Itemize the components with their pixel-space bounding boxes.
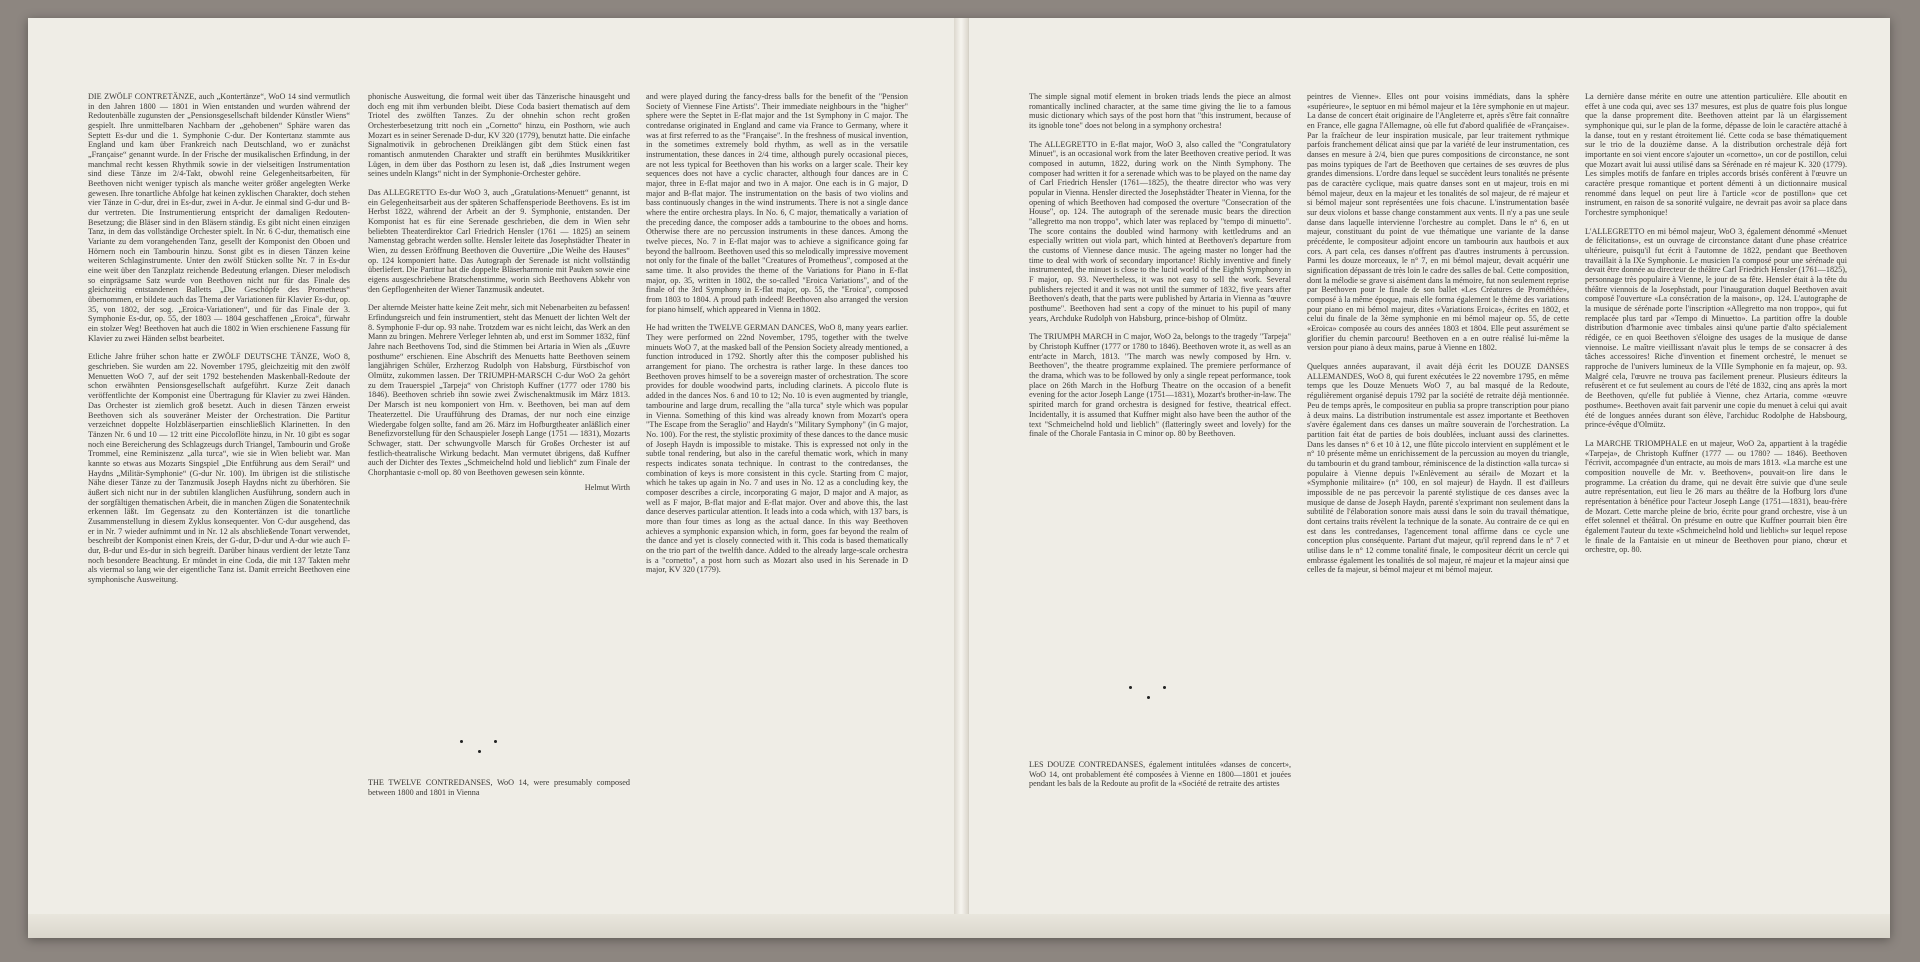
paragraph: THE TWELVE CONTREDANSES, WoO 14, were presumably composed between 1800 and 1801 in Vienna — [368, 778, 630, 797]
paragraph: Der alternde Meister hatte keine Zeit mehr, sich mit Nebenarbeiten zu befassen! Erfindungsreich und fein instrumentiert, steht das Menuett der lichten Welt der 8. Symphonie F-dur op. 93 nahe. Trotzdem war es nicht leicht, das Werk an den Mann zu bringen. Mehrere Verleger lehnten ab, und erst im Sommer 1832, fünf Jahre nach Beethovens Tod, sind die Stimmen bei Artaria in Wien als „Œuvre posthume“ erschienen. Eine Abschrift des Menuetts hatte Beethoven seinem langjährigen Schüler, Erzherzog Rudolph von Habsburg, Fürstbischof von Olmütz, zukommen lassen. Der TRIUMPH-MARSCH C-dur WoO 2a gehört zu dem Trauerspiel „Tarpeja“ von Christoph Kuffner (1777 oder 1780 bis 1846). Beethoven schrieb ihn sowie zwei Zwischenaktmusik im März 1813. Der Marsch ist neu komponiert von Hrn. v. Beethoven, bei man auf dem Theaterzettel. Die Uraufführung des Dramas, der nur noch eine einzige Wiedergabe folgen sollte, fand am 26. März im Hofburgtheater anläßlich einer Benefizvorstellung für den Schauspieler Joseph Lange (1751 — 1831), Mozarts Schwager, statt. Der schwungvolle Marsch für Großes Orchester ist auf festlich-theatralische Wirkung bedacht. Man vermutet übrigens, daß Kuffner auch der Dichter des Textes „Schmeichelnd hold und lieblich“ zum Finale der Chorphantasie c-moll op. 80 von Beethoven gewesen sein könnte. — [368, 303, 630, 477]
ornament-dots — [458, 738, 502, 760]
paragraph: Etliche Jahre früher schon hatte er ZWÖLF DEUTSCHE TÄNZE, WoO 8, geschrieben. Sie wurden am 22. November 1795, gleichzeitig mit den zwölf Menuetten WoO 7, auf der seit 1792 bestehenden Maskenball-Redoute der schon erwähnten Pensionsgesellschaft aufgeführt. Kurze Zeit danach veröffentlichte der Komponist eine Übertragung für Klavier zu zwei Händen. Das Orchester ist ziemlich groß besetzt. Auch in diesen Tänzen erweist Beethoven sich als souveräner Meister der Orchestration. Die Partitur verzeichnet doppelte Holzbläserpartien einschließlich Klarinetten. In den Tänzen Nr. 6 und 10 — 12 tritt eine Piccoloflöte hinzu, in Nr. 10 gibt es sogar noch eine Bereicherung des Schlagzeugs durch Triangel, Tambourin und Große Trommel, eine Reminiszenz „alla turca“, wie sie in Wien beliebt war. Man kannte so etwas aus Mozarts Singspiel „Die Entführung aus dem Serail“ und Haydns „Militär-Symphonie“ (G-dur Nr. 100). Im übrigen ist die stilistische Nähe dieser Tänze zu der Tanzmusik Joseph Haydns nicht zu überhören. Sie äußert sich nicht nur in der subtilen klanglichen Ausführung, sondern auch in der sorgfältigen thematischen Arbeit, die in manchen Zügen die Sonatentechnik erkennen läßt. Im Gegensatz zu den Kontertänzen ist die tonartliche Zusammenstellung in diesem Zyklus konsequenter. Von C-dur ausgehend, das er in Nr. 7 wieder aufnimmt und in Nr. 12 als abschließende Tonart verwendet, beschreibt der Komponist einen Kreis, der G-dur, D-dur und A-dur wie auch F-dur, B-dur und Es-dur in sich begreift. Darüber hinaus verdient der letzte Tanz noch besondere Beachtung. Er mündet in eine Coda, die mit 137 Takten mehr als viermal so lang wie der eigentliche Tanz ist. Damit erreicht Beethoven eine symphonische Ausweitung. — [88, 352, 350, 584]
paragraph: Quelques années auparavant, il avait déjà écrit les DOUZE DANSES ALLEMANDES, WoO 8, qui furent exécutées le 22 novembre 1795, en même temps que les Douze Menuets WoO 7, au bal masqué de la Redoute, régulièrement organisé depuis 1792 par la société de retraite déjà mentionnée. Peu de temps après, le compositeur en publia sa propre transcription pour piano à deux mains. La distribution instrumentale est assez importante et Beethoven s'avère également dans ces danses un maître souverain de l'orchestration. La partition fait état de parties de bois doublées, incluant aussi des clarinettes. Dans les danses n° 6 et 10 à 12, une flûte piccolo intervient en supplément et le n° 10 présente même un enrichissement de la percussion au moyen du triangle, du tambourin et du grand tambour, réminiscence de la distinction «alla turca» si populaire à Vienne depuis l'«Enlèvement au sérail» de Mozart et la «Symphonie militaire» (n° 100, en sol majeur) de Haydn. Il est d'ailleurs impossible de ne pas percevoir la parenté stylistique de ces danses avec la musique de danse de Joseph Haydn, parenté s'exprimant non seulement dans la subtilité de l'élaboration sonore mais aussi dans le soin du travail thématique, dont certains traits révèlent la technique de la sonate. Au contraire de ce qui en est dans les contredanses, l'agencement tonal affirme dans ce cycle une conception plus conséquente. Partant d'ut majeur, qu'il reprend dans le n° 7 et utilise dans le n° 12 comme tonalité finale, le compositeur décrit un cercle qui embrasse également les tonalités de sol majeur, ré majeur et la majeur ainsi que celles de fa majeur, si bémol majeur et mi bémol majeur. — [1307, 362, 1569, 575]
paragraph: The ALLEGRETTO in E-flat major, WoO 3, also called the "Congratulatory Minuet", is an occasional work from the later Beethoven creative period. It was composed in autumn, 1822, during work on the Ninth Symphony. The composer had written it for a serenade which was to be played on the name day of Carl Friedrich Hensler (1761—1825), the theatre director who was very popular in Vienna. Hensler directed the Josephstädter Theater in Vienna, for the opening of which Beethoven had composed the overture "Consecration of the House", op. 124. The autograph of the serenade music bears the direction "allegretto ma non troppo", which later was replaced by "tempo di minuetto". The score contains the doubled wind harmony with kettledrums and an especially written out viola part, which hinted at Beethoven's departure from the customs of Viennese dance music. The ageing master no longer had the time to deal with work of secondary importance! Richly inventive and finely instrumented, the minuet is close to the lucid world of the Eighth Symphony in F major, op. 93. Nevertheless, it was not easy to sell the work. Several publishers rejected it and it was not until the summer of 1832, five years after Beethoven's death, that the parts were published by Artaria in Vienna as "œuvre posthume". Beethoven had sent a copy of the minuet to his pupil of many years, Archduke Rudolph von Habsburg, prince-bishop of Olmütz. — [1029, 139, 1291, 323]
right-col-french-3 — [1585, 92, 1847, 852]
paragraph: and were played during the fancy-dress balls for the benefit of the "Pension Society of Viennese Fine Artists". Their immediate neighbours in the "higher" sphere were the Septet in E-flat major and the 1st Symphony in C major. The contredanse originated in England and came via France to Germany, where it was at first referred to as the "Française". In the freshness of musical invention, in the sometimes extremely bold rhythm, as well as in the versatile instrumentation, these dances in 2/4 time, although purely occasional pieces, are not less typical for Beethoven than his works on a larger scale. Their key sequences does not have a cyclic character, although four dances are in C major, three in E-flat major and two in A major. One each is in G major, D major and B-flat major. The instrumentation on the basis of two violins and bass continuously changes in the wind instruments. There is not a single dance where the entire orchestra plays. In No. 6, C major, thematically a variation of the preceding dance, the composer adds a tambourine to the oboes and horns. Otherwise there are no percussion instruments in these dances. Among the twelve pieces, No. 7 in E-flat major was to achieve a significance going far beyond the ballroom. Beethoven used this so melodically impressive movement not only for the finale of the ballet "Creatures of Prometheus", composed at the same time. It also provides the theme of the Variations for Piano in E-flat major, op. 35, written in 1802, the so-called "Eroica Variations", and of the finale of the 3rd Symphony in E-flat major, op. 55, the "Eroica", composed from 1803 to 1804. A proud path indeed! Beethoven also arranged the version for piano himself, which appeared in Vienna in 1802. — [646, 92, 908, 314]
paragraph: peintres de Vienne». Elles ont pour voisins immédiats, dans la sphère «supérieure», le septuor en mi bémol majeur et la 1ère symphonie en ut majeur. La danse de concert était originaire de l'Angleterre et, après s'être fait connaître en France, elle gagna l'Allemagne, où elle fut d'abord qualifiée de «Française». Par la fraîcheur de leur inspiration musicale, par leur traitement rythmique parfois franchement délicat ainsi que par la variété de leur instrumentation, ces danses en mesure à 2/4, bien que pures compositions de circonstance, ne sont pas moins typiques de l'art de Beethoven que certaines de ses œuvres de plus grandes dimensions. L'ordre dans lequel se succèdent leurs tonalités ne présente pas de caractère cyclique, mais quatre danses sont en ut majeur, trois en mi bémol majeur, deux en la majeur et les tonalités de sol majeur, de ré majeur et si bémol majeur sont représentées une fois chacune. L'instrumentation basée sur deux violons et basse change constamment aux vents. Il n'y a pas une seule danse dans laquelle intervienne l'orchestre au complet. Dans le n° 6, en ut majeur, constituant du point de vue thématique une variante de la danse précédente, le compositeur adjoint encore un tambourin aux hautbois et aux cors. A part cela, ces danses n'offrent pas d'autres instruments à percussion. Parmi les douze morceaux, le n° 7, en mi bémol majeur, devait acquérir une signification dépassant de très loin le cadre des salles de bal. Cette composition, dont la mélodie se grave si aisément dans la mémoire, fut non seulement reprise par Beethoven pour le finale de son ballet «Les Créatures de Prométhée», composé à la même époque, mais elle forma également le thème des variations pour piano en mi bémol majeur, dites «Variations Eroica», écrites en 1802, et celui du finale de la 3ème symphonie en mi bémol majeur op. 55, de cette «Eroica» composée au cours des années 1803 et 1804. Elle peut assurément se glorifier du chemin parcouru! Beethoven en a en outre réalisé lui-même la version pour piano à deux mains, parue à Vienne en 1802. — [1307, 92, 1569, 353]
paragraph: DIE ZWÖLF CONTRETÄNZE, auch „Kontertänze“, WoO 14 sind vermutlich in den Jahren 1800 — 1801 in Wien entstanden und wurden während der Redoutenbälle zugunsten der „Pensionsgesellschaft bildender Künstler Wiens“ gespielt. Ihre unmittelbaren Nachbarn der „gehobenen“ Sphäre waren das Septett Es-dur und die 1. Symphonie C-dur. Der Kontertanz stammte aus England und kam über Frankreich nach Deutschland, wo er zunächst „Française“ genannt wurde. In der Frische der musikalischen Erfindung, in der manchmal recht kessen Rhythmik sowie in der vielseitigen Instrumentation sind diese Tänze im 2/4-Takt, obwohl reine Gelegenheitsarbeiten, für Beethoven nicht weniger typisch als manche weiter größer angelegten Werke gewesen. Ihre tonartliche Abfolge hat keinen zyklischen Charakter, doch stehen vier Tänze in C-dur, drei in Es-dur, zwei in A-dur. Je einmal sind G-dur und B-dur vertreten. Die Instrumentierung entspricht der damaligen Redouten-Besetzung; die Bläser sind in den Bläsern ständig. Es gibt nicht einen einzigen Tanz, in dem das vollständige Orchester spielt. In Nr. 6 C-dur, thematisch eine Variante zu dem vorangehenden Tanz, gesellt der Komponist den Oboen und Hörnern noch ein Tambourin hinzu. Sonst gibt es in diesen Tänzen keine weiteren Schlaginstrumente. Unter den zwölf Stücken sollte Nr. 7 in Es-dur eine weit über den Tanzplatz reichende Bedeutung erlangen. Dieser melodisch so einprägsame Satz wurde von Beethoven nicht nur für das Finale des gleichzeitig entstandenen Balletts „Die Geschöpfe des Prometheus“ übernommen, er bildete auch das Thema der Variationen für Klavier Es-dur, op. 35, von 1802, der sog. „Eroica-Variationen“, und für das Finale der 3. Symphonie Es-dur, op. 55, der 1803 — 1804 geschaffenen „Eroica“, fürwahr ein stolzer Weg! Beethoven hat auch die 1802 in Wien erschienene Fassung für Klavier zu zwei Händen selbst bearbeitet. — [88, 92, 350, 343]
left-col-english-start — [368, 778, 630, 797]
right-col-english — [1029, 92, 1291, 632]
paragraph: The simple signal motif element in broken triads lends the piece an almost romantically inclined character, at the same time giving the lie to a famous music dictionary which says of the post horn that "this instrument, because of its ignoble tone" does not belong in a symphony orchestra! — [1029, 92, 1291, 131]
paragraph: LES DOUZE CONTREDANSES, également intitulées «danses de concert», WoO 14, ont probablement été composées à Vienne en 1800—1801 et jouées pendant les bals de la Redoute au profit de la «Société de retraite des artistes — [1029, 760, 1291, 789]
ornament-dots — [1127, 684, 1171, 706]
right-col-french-start — [1029, 760, 1291, 789]
left-col-german-1 — [88, 92, 350, 852]
left-page — [28, 18, 955, 918]
paragraph: The TRIUMPH MARCH in C major, WoO 2a, belongs to the tragedy "Tarpeja" by Christoph Kuffner (1777 or 1780 to 1846). Beethoven wrote it, as well as an entr'acte in March, 1813. "The march was newly composed by Hrn. v. Beethoven", the theatre programme explained. The premiere performance of the drama, which was to be followed by only a single repeat performance, took place on 26th March in the Hofburg Theatre on the occasion of a benefit evening for the actor Joseph Lange (1751—1831), Mozart's brother-in-law. The spirited march for grand orchestra is designed for festive, theatrical effect. Incidentally, it is assumed that Kuffner might also have been the author of the text "Schmeichelnd hold und lieblich" (flatteringly sweet and lovely) for the finale of the Chorale Fantasia in C minor op. 80 by Beethoven. — [1029, 332, 1291, 439]
left-col-german-2 — [368, 92, 630, 732]
record-sleeve — [28, 18, 1890, 938]
paragraph: La MARCHE TRIOMPHALE en ut majeur, WoO 2a, appartient à la tragédie «Tarpeja», de Christoph Kuffner (1777 — ou 1780? — 1846). Beethoven l'écrivit, accompagnée d'un entracte, au mois de mars 1813. «La marche est une composition nouvelle de Mr. v. Beethoven», pouvait-on lire dans le programme. La création du drame, qui ne devait être suivie que d'une seule autre représentation, eut lieu le 26 mars au théâtre de la Hofburg lors d'une représentation à bénéfice pour l'acteur Joseph Lange (1751—1831), beau-frère de Mozart. Cette marche pleine de brio, écrite pour grand orchestre, vise à un effet solennel et théâtral. On présume en outre que Kuffner pourrait bien être également l'auteur du texte «Schmeichelnd hold und lieblich» sur lequel repose le finale de la Fantaisie en ut mineur de Beethoven pour piano, chœur et orchestre, op. 80. — [1585, 438, 1847, 555]
paragraph: Das ALLEGRETTO Es-dur WoO 3, auch „Gratulations-Menuett“ genannt, ist ein Gelegenheitsarbeit aus der späteren Schaffensperiode Beethovens. Es ist im Herbst 1822, während der Arbeit an der 9. Symphonie, entstanden. Der Komponist hat es für eine Serenade geschrieben, die dem in Wien sehr beliebten Theaterdirektor Carl Friedrich Hensler (1761 — 1825) an seinem Namenstag gebracht werden sollte. Hensler leitete das Josephstädter Theater in Wien, zu dessen Eröffnung Beethoven die Ouvertüre „Die Weihe des Hauses“ op. 124 komponiert hatte. Das Autograph der Serenade ist nicht vollständig überliefert. Die Partitur hat die doppelte Bläserharmonie mit Pauken sowie eine eigens ausgeschriebene Bratschenstimme, worin sich Beethovens Abkehr von den Gepflogenheiten der Wiener Tanzmusik andeutet. — [368, 188, 630, 294]
paragraph: L'ALLEGRETTO en mi bémol majeur, WoO 3, également dénommé «Menuet de félicitations», est un ouvrage de circonstance datant d'une phase créatrice ultérieure, puisqu'il fut écrit à l'automne de 1822, pendant que Beethoven travaillait à la IXe Symphonie. Le musicien l'a composé pour une sérénade qui devait être donnée au directeur de théâtre Carl Friedrich Hensler (1761—1825), personnage très populaire à Vienne, le jour de sa fête. Hensler était à la tête du théâtre viennois de la Josephstadt, pour l'inauguration duquel Beethoven avait composé l'ouverture «La consécration de la maison», op. 124. L'autographe de la musique de sérénade porte l'inscription «Allegretto ma non troppo», qui fut remplacée plus tard par «Tempo di Minuetto». La partition offre la double distribution d'harmonie avec timbales ainsi qu'une partie d'alto spécialement rédigée, ce en quoi Beethoven s'éloigne des usages de la musique de danse viennoise. Le maître vieillissant n'avait plus le temps de se consacrer à des tâches accessoires! Riche d'invention et finement orchestré, le menuet se rapproche de l'univers lumineux de la VIIIe Symphonie en fa majeur, op. 93. Malgré cela, l'œuvre ne trouva pas facilement preneur. Plusieurs éditeurs la refusèrent et ce fut seulement au cours de l'été de 1832, cinq ans après la mort de Beethoven, qu'elle fut publiée à Vienne, chez Artaria, comme «œuvre posthume». Beethoven avait fait parvenir une copie du menuet à celui qui avait été de longues années durant son élève, l'archiduc Rodolphe de Habsbourg, prince-évêque d'Olmütz. — [1585, 226, 1847, 430]
paragraph: He had written the TWELVE GERMAN DANCES, WoO 8, many years earlier. They were performed on 22nd November, 1795, together with the twelve minuets WoO 7, at the masked ball of the Pension Society already mentioned, a function introduced in 1792. Shortly after this the composer published his arrangement for piano. The orchestra is rather large. In these dances too Beethoven proves himself to be a sovereign master of orchestration. The score provides for double woodwind parts, including clarinets. A piccolo flute is added in the dances Nos. 6 and 10 to 12; No. 10 is even augmented by triangle, tambourine and large drum, recalling the "alla turca" style which was popular in Vienna. Something of this kind was already known from Mozart's opera "The Escape from the Seraglio" and Haydn's "Military Symphony" (in G major, No. 100). For the rest, the stylistic proximity of these dances to the dance music of Joseph Haydn is impossible to mistake. This is expressed not only in the subtle tonal rendering, but also in the careful thematic work, which in many respects indicates sonata technique. In contrast to the contredanses, the combination of keys is more consistent in this cycle. Starting from C major, which he takes up again in No. 7 and uses in No. 12 as a concluding key, the composer describes a circle, incorporating G major, D major and A major, as well as F major, B-flat major and E-flat major. Over and above this, the last dance deserves particular attention. It leads into a coda which, with 137 bars, is more than four times as long as the actual dance. In this way Beethoven achieves a symphonic expansion which, in form, goes far beyond the realm of the dance and yet is closely connected with it. This coda is based thematically on the trio part of the twelfth dance. Added to the already large-scale orchestra is a "cornetto", a post horn such as Mozart also used in his Serenade in D major, KV 320 (1779). — [646, 323, 908, 575]
author-signature: Helmut Wirth — [584, 482, 630, 492]
left-col-english — [646, 92, 908, 852]
right-col-french-2 — [1307, 92, 1569, 852]
paragraph: phonische Ausweitung, die formal weit über das Tänzerische hinausgeht und doch eng mit ihm verbunden bleibt. Diese Coda basiert thematisch auf dem Triotel des zwölften Tanzes. Zu der ohnehin schon recht großen Orchesterbesetzung tritt noch ein „Cornetto“ hinzu, ein Posthorn, wie auch Mozart es in seiner Serenade D-dur, KV 320 (1779), benutzt hatte. Die einfache Signalmotivik in gebrochenen Dreiklängen gibt dem Stück einen fast romantisch anmutenden Charakter und strafft ein berühmtes Musikkritiker Lügen, in dem über das Posthorn zu lesen ist, daß „dies Instrument wegen seines undeln Klangs“ nicht in der Symphonie-Orchester gehöre. — [368, 92, 630, 179]
paragraph: La dernière danse mérite en outre une attention particulière. Elle aboutit en effet à une coda qui, avec ses 137 mesures, est plus de quatre fois plus longue que la danse proprement dite. Beethoven atteint par là un élargissement symphonique qui, sur le plan de la forme, dépasse de loin le caractère attaché à la danse, tout en y restant étroitement lié. Cette coda se base thématiquement sur le trio de la douzième danse. A la distribution orchestrale déjà fort importante en soi vient encore s'ajouter un «cornetto», un cor de postillon, celui que Mozart avait lui aussi utilisé dans sa Sérénade en ré majeur K. 320 (1779). Les simples motifs de fanfare en triples accords brisés confèrent à l'œuvre un caractère presque romantique et portent démenti à un dictionnaire musical renommé dans lequel on peut lire à l'article «cor de postillon» que cet instrument, en raison de sa sonorité vulgaire, ne devrait pas avoir sa place dans l'orchestre symphonique! — [1585, 92, 1847, 218]
spine-fold — [954, 18, 968, 938]
right-page — [968, 18, 1891, 918]
